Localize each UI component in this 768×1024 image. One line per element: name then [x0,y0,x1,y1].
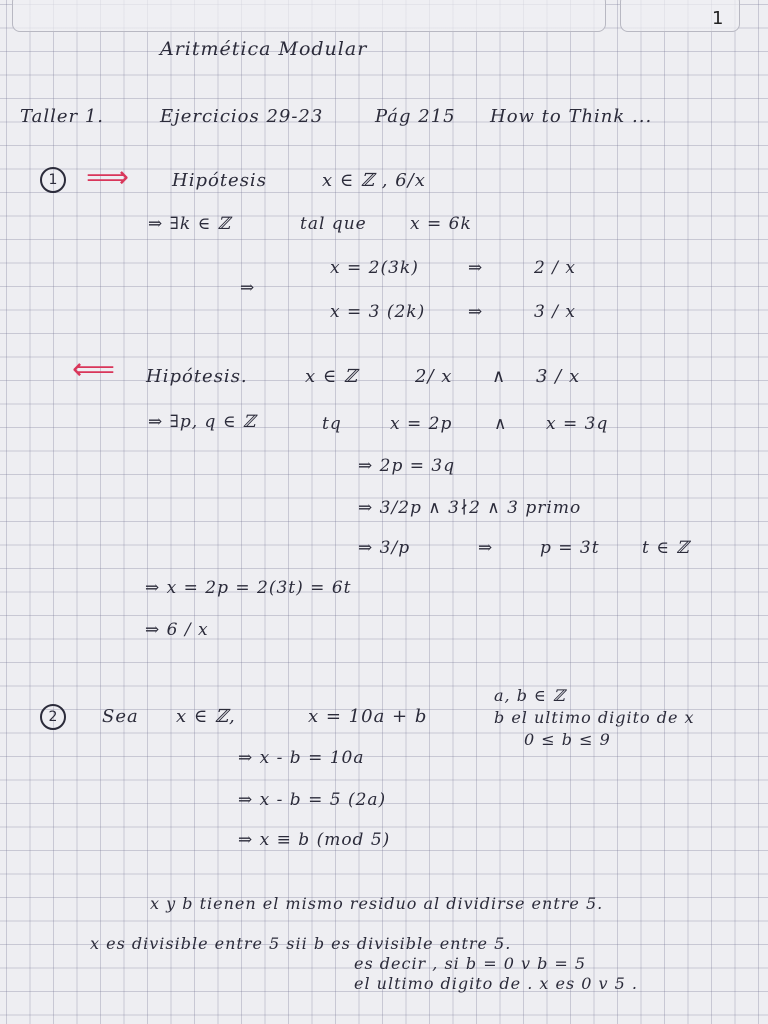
ex2-line2: ⇒ x - b = 5 (2a) [238,790,387,810]
ex2-note-last-digit: b el ultimo digito de x [494,708,695,727]
backward-implication-arrow-icon: ⟸ [72,352,116,387]
ex1-step2: ⇒ 3/2p ∧ 3∤2 ∧ 3 primo [358,498,582,518]
ejercicios-label: Ejercicios 29-23 [160,106,324,127]
ex1-step3-c: t ∈ ℤ [642,538,690,558]
ex1-back-and: ∧ [492,366,507,387]
book-reference: How to Think ... [490,106,653,127]
exercise-2-number: 2 [40,704,66,730]
ex1-tq: tq [322,414,342,434]
ex1-step3-arrow: ⇒ [478,538,494,558]
ex2-conclusion-2: x es divisible entre 5 sii b es divisible entre 5. [90,934,512,953]
ex1-step3-a: ⇒ 3/p [358,538,411,558]
ex1-line1-lhs: x = 2(3k) [330,258,419,278]
ex1-tal-que: tal que [300,214,367,234]
ex2-note-ab: a, b ∈ ℤ [494,686,566,705]
ex2-sea: Sea [102,706,139,727]
ex1-step4: ⇒ x = 2p = 2(3t) = 6t [145,578,352,598]
ex2-conclusion-1: x y b tienen el mismo residuo al dividirse entre 5. [150,894,604,913]
ex2-conclusion-3: es decir , si b = 0 v b = 5 [354,954,587,973]
ex1-x-equals-2p: x = 2p [390,414,453,434]
ex2-note-range: 0 ≤ b ≤ 9 [524,730,611,749]
ex1-step1: ⇒ 2p = 3q [358,456,456,476]
ex1-back-hyp-a: 2/ x [415,366,453,387]
ex1-back-hyp-b: 3 / x [536,366,581,387]
ex1-line1-rhs: 2 / x [534,258,576,278]
page-reference: Pág 215 [375,106,456,127]
ex1-back-hypothesis-label: Hipótesis. [146,366,248,387]
ex1-hypothesis-label: Hipótesis [172,170,267,191]
ex1-x-equals-6k: x = 6k [410,214,472,234]
exercise-1-number: 1 [40,167,66,193]
ex1-line2-lhs: x = 3 (2k) [330,302,426,322]
ex2-line1: ⇒ x - b = 10a [238,748,365,768]
ex1-exists-pq: ⇒ ∃p, q ∈ ℤ [148,412,257,432]
ex1-line2-arrow: ⇒ [468,302,484,322]
forward-implication-arrow-icon: ⟹ [86,160,130,195]
ex1-and-2: ∧ [494,414,508,434]
ex1-back-hyp-x: x ∈ ℤ [305,366,359,387]
ex1-step3-b: p = 3t [540,538,600,558]
ex1-implies: ⇒ [240,278,256,298]
page-header-box [12,0,606,32]
ex1-x-equals-3q: x = 3q [546,414,609,434]
taller-label: Taller 1. [20,106,105,127]
ex1-hypothesis-expr: x ∈ ℤ , 6/x [322,170,426,191]
ex2-line3: ⇒ x ≡ b (mod 5) [238,830,391,850]
ex2-conclusion-4: el ultimo digito de . x es 0 v 5 . [354,974,638,993]
page-number: 1 [712,8,724,29]
ex2-x-in-z: x ∈ ℤ, [176,706,236,727]
ex1-exists-k: ⇒ ∃k ∈ ℤ [148,214,231,234]
page-title: Aritmética Modular [160,38,368,60]
ex1-step5: ⇒ 6 / x [145,620,209,640]
ex1-line1-arrow: ⇒ [468,258,484,278]
ex1-line2-rhs: 3 / x [534,302,576,322]
ex2-x-equals-10a-b: x = 10a + b [308,706,428,727]
